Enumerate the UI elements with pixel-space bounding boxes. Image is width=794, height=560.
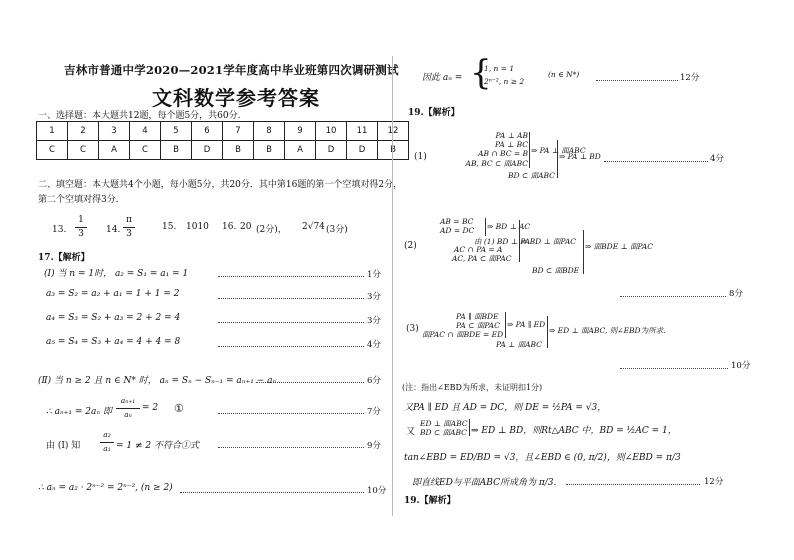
part1-result: ⇒ PA ⊥ BD bbox=[559, 152, 601, 161]
table-cell-number: 11 bbox=[347, 122, 378, 141]
score-label: 3分 bbox=[367, 316, 381, 326]
left-brace: { bbox=[470, 53, 492, 93]
score-label: 4分 bbox=[367, 340, 381, 350]
part2-mid-1: ⇒ BD ⊥ AC bbox=[487, 222, 531, 231]
dotted-leader bbox=[256, 382, 364, 383]
part1-label: (1) bbox=[414, 152, 427, 162]
part2-res-1: ⇒ BD ⊥ 面PAC bbox=[521, 237, 577, 246]
table-cell-number: 2 bbox=[68, 122, 99, 141]
line-ed2-prefix: 又 bbox=[406, 427, 416, 437]
score-label: 6分 bbox=[367, 376, 381, 386]
answer-table-answer-row bbox=[37, 141, 409, 160]
piecewise-case-1: 1, n = 1 bbox=[484, 64, 515, 73]
section2-heading-line2: 第二个空填对得3分. bbox=[38, 195, 119, 205]
q16-answer-2: 2√74 bbox=[302, 222, 325, 232]
dotted-leader bbox=[604, 161, 708, 162]
table-cell-answer: D bbox=[347, 141, 378, 160]
q16-answer-1: 20 bbox=[240, 222, 252, 232]
q15-answer: 1010 bbox=[186, 222, 209, 232]
table-cell-answer: D bbox=[192, 141, 223, 160]
q17-line-a3: a₃ = S₂ = a₂ + a₁ = 1 + 1 = 2 bbox=[46, 289, 180, 299]
part1-cond-1: PA ⊥ AB bbox=[495, 131, 528, 140]
score-label: 7分 bbox=[367, 407, 381, 417]
q14-fraction-num: π bbox=[126, 215, 132, 225]
part2-result: ⇒ 面BDE ⊥ 面PAC bbox=[585, 242, 654, 251]
table-cell-answer: B bbox=[223, 141, 254, 160]
q13-fraction-den: 3 bbox=[78, 229, 84, 239]
q19-label: 19.【解析】 bbox=[408, 108, 460, 118]
q13-label: 13. bbox=[52, 225, 67, 235]
piecewise-case-2: 2ⁿ⁻², n ≥ 2 bbox=[484, 77, 525, 86]
score-label: 4分 bbox=[710, 154, 724, 164]
grading-note: (注：指出∠EBD为所求，未证明扣1分) bbox=[402, 383, 543, 392]
score-label: 12分 bbox=[704, 477, 724, 487]
brace-line bbox=[519, 220, 520, 262]
q15-label: 15. bbox=[162, 222, 177, 232]
table-cell-number: 3 bbox=[99, 122, 130, 141]
ratio-equals: = 2 bbox=[142, 403, 159, 413]
table-cell-number: 1 bbox=[37, 122, 68, 141]
q17-check-prefix: 由 (Ⅰ) 知 bbox=[46, 441, 81, 451]
q19b-label: 19.【解析】 bbox=[404, 496, 456, 506]
q16-answer-1-note: (2分)， bbox=[256, 225, 287, 235]
dotted-leader bbox=[218, 413, 364, 414]
fraction-bar bbox=[116, 408, 140, 409]
dotted-leader bbox=[218, 298, 364, 299]
q17-check-suffix: = 1 ≠ 2 不符合①式 bbox=[116, 441, 199, 451]
dotted-leader bbox=[566, 484, 700, 485]
part1-cond-3: AB ∩ BC = B bbox=[478, 149, 528, 158]
brace-line bbox=[557, 140, 558, 178]
table-cell-answer: B bbox=[161, 141, 192, 160]
part1-below: BD ⊂ 面ABC bbox=[508, 171, 555, 180]
table-cell-number: 4 bbox=[130, 122, 161, 141]
table-cell-number: 8 bbox=[254, 122, 285, 141]
column-divider bbox=[392, 56, 393, 516]
part2-below: BD ⊂ 面BDE bbox=[532, 266, 580, 275]
part2-cond-4: AC, PA ⊂ 面PAC bbox=[452, 254, 512, 263]
document-title: 吉林市普通中学2020—2021学年度高中毕业班第四次调研测试 bbox=[64, 63, 399, 77]
table-cell-answer: A bbox=[99, 141, 130, 160]
score-label: 10分 bbox=[731, 361, 751, 371]
dotted-leader bbox=[218, 276, 364, 277]
q16-answer-2-note: (3分) bbox=[326, 225, 348, 235]
score-label: 10分 bbox=[367, 486, 387, 496]
table-cell-number: 10 bbox=[316, 122, 347, 141]
check-numerator: a₂ bbox=[103, 430, 111, 439]
table-cell-answer: A bbox=[285, 141, 316, 160]
part3-below: PA ⊥ 面ABC bbox=[496, 340, 542, 349]
table-cell-answer: B bbox=[254, 141, 285, 160]
part3-cond-3: 面PAC ∩ 面BDE = ED bbox=[422, 330, 504, 339]
part3-result: ⇒ ED ⊥ 面ABC, 则∠EBD为所求. bbox=[549, 326, 666, 335]
part3-cond-2: PA ⊂ 面PAC bbox=[456, 321, 500, 330]
brace-line bbox=[505, 312, 506, 338]
part2-mid-2: 由 (1) BD ⊥ PA bbox=[474, 237, 531, 246]
q17-line-a5: a₅ = S₄ = S₃ + a₄ = 4 + 4 = 8 bbox=[46, 337, 181, 347]
q14-fraction-den: 3 bbox=[126, 229, 132, 239]
score-label: 12分 bbox=[680, 73, 700, 83]
brace-line bbox=[529, 132, 530, 168]
dotted-leader bbox=[218, 447, 364, 448]
part1-cond-2: PA ⊥ BC bbox=[495, 140, 528, 149]
table-cell-answer: D bbox=[316, 141, 347, 160]
ratio-denominator: aₙ bbox=[124, 410, 132, 419]
table-cell-number: 7 bbox=[223, 122, 254, 141]
dotted-leader bbox=[218, 346, 364, 347]
dotted-leader bbox=[620, 296, 726, 297]
q13-fraction-num: 1 bbox=[78, 215, 84, 225]
table-cell-number: 9 bbox=[285, 122, 316, 141]
dotted-leader bbox=[180, 492, 364, 493]
part3-cond-1: PA ∥ 面BDE bbox=[456, 312, 499, 321]
line-ed: 又PA ∥ ED 且 AD = DC，则 DE = ½PA = √3， bbox=[404, 403, 607, 413]
brace-line bbox=[485, 218, 486, 236]
q17-label: 17.【解析】 bbox=[38, 253, 90, 263]
part2-cond-2: AD = DC bbox=[440, 226, 475, 235]
part2-cond-1: AB = BC bbox=[440, 217, 474, 226]
table-cell-answer: C bbox=[37, 141, 68, 160]
score-label: 3分 bbox=[367, 292, 381, 302]
table-cell-answer: C bbox=[130, 141, 161, 160]
line-ed2-cond-2: BD ⊂ 面ABC bbox=[420, 428, 467, 437]
section2-heading-line1: 二、填空题：本大题共4个小题，每小题5分，共20分．其中第16题的第一个空填对得2分， bbox=[38, 180, 403, 190]
part2-label: (2) bbox=[404, 241, 417, 251]
score-label: 9分 bbox=[367, 441, 381, 451]
ratio-numerator: aₙ₊₁ bbox=[120, 396, 136, 405]
piecewise-domain: (n ∈ N*) bbox=[548, 70, 580, 79]
brace-line bbox=[547, 316, 548, 348]
part3-label: (3) bbox=[406, 324, 419, 334]
table-cell-number: 6 bbox=[192, 122, 223, 141]
table-cell-number: 5 bbox=[161, 122, 192, 141]
dotted-leader bbox=[218, 322, 364, 323]
line-answer: 即直线ED与平面ABC所成角为 π/3. bbox=[412, 478, 557, 488]
line-tan: tan∠EBD = ED/BD = √3，且∠EBD ∈ (0, π/2)，则∠EBD = π/3 bbox=[404, 453, 681, 463]
part2-cond-3: AC ∩ PA = A bbox=[454, 245, 503, 254]
part1-cond-4: AB, BC ⊂ 面ABC bbox=[465, 159, 528, 168]
check-denominator: a₁ bbox=[103, 444, 111, 453]
brace-line bbox=[469, 419, 470, 436]
q16-label: 16. bbox=[222, 222, 237, 232]
q17-ratio-prefix: ∴ aₙ₊₁ = 2aₙ 即 bbox=[46, 407, 112, 417]
table-cell-answer: C bbox=[68, 141, 99, 160]
answer-table-number-row bbox=[37, 122, 409, 141]
score-label: 8分 bbox=[729, 289, 743, 299]
dotted-leader bbox=[596, 80, 678, 81]
q17-final-line: ∴ aₙ = a₂ · 2ⁿ⁻² = 2ⁿ⁻², (n ≥ 2) bbox=[38, 483, 173, 493]
brace-line bbox=[583, 230, 584, 274]
q14-label: 14. bbox=[106, 225, 121, 235]
line-ed2-cond-1: ED ⊥ 面ABC bbox=[420, 419, 468, 428]
part1-mid: ⇒ PA ⊥ 面ABC bbox=[531, 146, 586, 155]
part3-mid: ⇒ PA ∥ ED bbox=[507, 320, 546, 329]
fraction-bar bbox=[123, 227, 135, 228]
q17-part2-line: (Ⅱ) 当 n ≥ 2 且 n ∈ N* 时， aₙ = Sₙ − Sₙ₋₁ = aₙ₊₁ − aₙ bbox=[38, 376, 277, 386]
dotted-leader bbox=[620, 368, 728, 369]
score-label: 1分 bbox=[367, 270, 381, 280]
table-cell-number: 12 bbox=[378, 122, 409, 141]
answer-table bbox=[36, 121, 409, 160]
q17-line-a4: a₄ = S₃ = S₂ + a₃ = 2 + 2 = 4 bbox=[46, 313, 181, 323]
piecewise-prefix: 因此 aₙ = bbox=[422, 73, 463, 83]
table-cell-answer: B bbox=[378, 141, 409, 160]
fraction-bar bbox=[100, 442, 114, 443]
document-subtitle: 文科数学参考答案 bbox=[152, 86, 320, 110]
fraction-bar bbox=[75, 227, 87, 228]
section1-heading: 一、选择题：本大题共12题，每个题5分，共60分. bbox=[38, 111, 241, 121]
q17-part1-line: (Ⅰ) 当 n = 1时， a₂ = S₁ = a₁ = 1 bbox=[44, 269, 189, 279]
line-ed2-suffix: ⇒ ED ⊥ BD，则Rt△ABC 中，BD = ½AC = 1， bbox=[471, 426, 677, 436]
circle-one-marker: ① bbox=[174, 402, 184, 415]
